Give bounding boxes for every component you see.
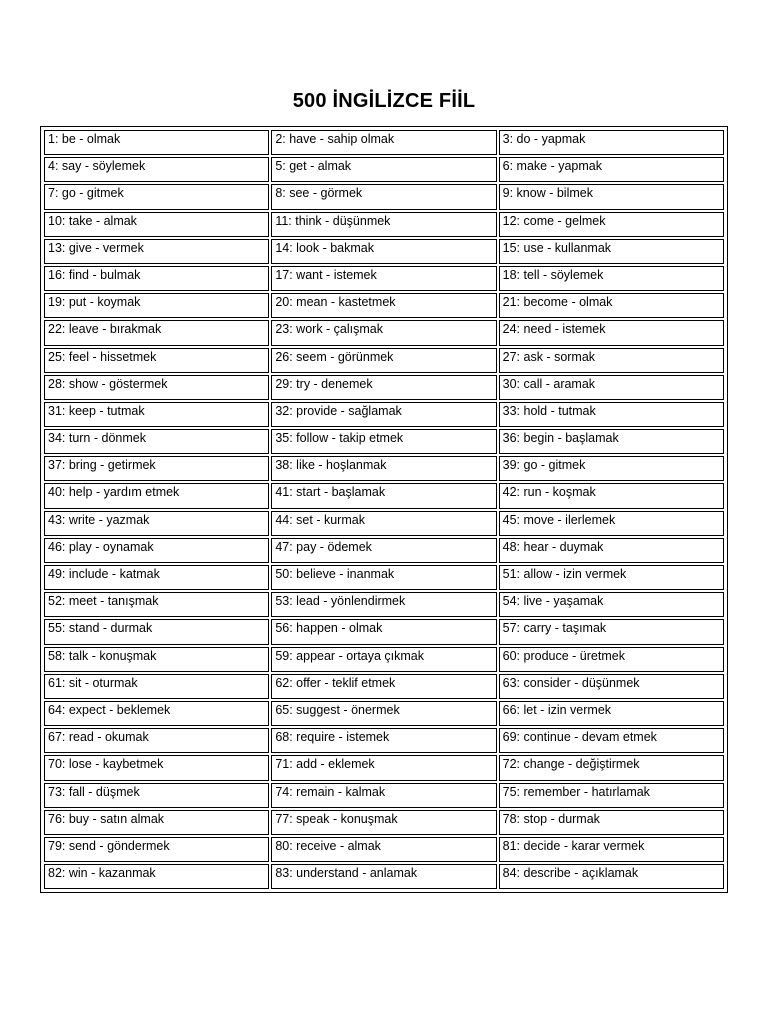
verb-table-frame (40, 126, 728, 893)
verb-entry: 28: show - göstermek (48, 376, 168, 391)
verb-entry: 48: hear - duymak (502, 539, 604, 554)
verb-entry: 34: turn - dönmek (48, 431, 146, 446)
table-cell (499, 266, 724, 291)
table-cell (44, 293, 269, 318)
table-cell (271, 456, 496, 481)
table-cell (271, 320, 496, 345)
verb-entry: 66: let - izin vermek (502, 702, 612, 717)
verb-entry: 37: bring - getirmek (48, 458, 156, 473)
verb-entry: 71: add - eklemek (275, 757, 375, 772)
table-row (44, 565, 724, 590)
verb-entry: 47: pay - ödemek (275, 539, 372, 554)
table-cell (499, 429, 724, 454)
verb-entry: 27: ask - sormak (502, 349, 596, 364)
verb-entry: 53: lead - yönlendirmek (275, 594, 406, 609)
table-cell (271, 565, 496, 590)
table-cell (499, 348, 724, 373)
table-row (44, 184, 724, 209)
verb-entry: 43: write - yazmak (48, 512, 150, 527)
verb-entry: 26: seem - görünmek (275, 349, 394, 364)
table-cell (44, 538, 269, 563)
verb-entry: 82: win - kazanmak (48, 866, 156, 881)
table-cell (44, 728, 269, 753)
verb-entry: 57: carry - taşımak (502, 621, 607, 636)
table-row (44, 212, 724, 237)
table-cell (271, 674, 496, 699)
table-row (44, 592, 724, 617)
verb-entry: 62: offer - teklif etmek (275, 675, 396, 690)
table-row (44, 130, 724, 155)
table-cell (499, 728, 724, 753)
table-cell (271, 375, 496, 400)
verb-entry: 36: begin - başlamak (502, 431, 619, 446)
table-cell (44, 810, 269, 835)
verb-entry: 55: stand - durmak (48, 621, 153, 636)
verb-entry: 50: believe - inanmak (275, 567, 395, 581)
table-row (44, 810, 724, 835)
table-cell (44, 348, 269, 373)
table-cell (271, 266, 496, 291)
table-row (44, 320, 724, 345)
verb-entry: 9: know - bilmek (502, 186, 593, 201)
table-cell (499, 239, 724, 264)
table-cell (44, 674, 269, 699)
table-cell (271, 755, 496, 780)
table-cell (499, 810, 724, 835)
verb-entry: 64: expect - beklemek (48, 702, 171, 717)
table-row (44, 837, 724, 862)
verb-entry: 61: sit - oturmak (48, 675, 138, 690)
verb-entry: 84: describe - açıklamak (502, 866, 639, 881)
verb-entry: 51: allow - izin vermek (502, 567, 627, 581)
table-cell (44, 130, 269, 155)
table-cell (499, 565, 724, 590)
table-cell (271, 864, 496, 889)
table-cell (271, 483, 496, 508)
verb-entry: 5: get - almak (275, 159, 352, 174)
table-cell (271, 348, 496, 373)
verb-entry: 29: try - denemek (275, 376, 373, 391)
verb-entry: 69: continue - devam etmek (502, 730, 657, 745)
table-row (44, 266, 724, 291)
verb-entry: 20: mean - kastetmek (275, 295, 396, 310)
table-cell (499, 212, 724, 237)
verb-entry: 14: look - bakmak (275, 240, 374, 255)
verb-entry: 12: come - gelmek (502, 213, 606, 228)
table-row (44, 864, 724, 889)
table-cell (44, 755, 269, 780)
table-cell (44, 701, 269, 726)
table-row (44, 348, 724, 373)
table-cell (271, 429, 496, 454)
verb-entry: 31: keep - tutmak (48, 403, 145, 418)
table-cell (499, 320, 724, 345)
verb-entry: 35: follow - takip etmek (275, 431, 404, 446)
table-row (44, 674, 724, 699)
verb-entry: 60: produce - üretmek (502, 648, 625, 663)
table-cell (44, 375, 269, 400)
verb-entry: 70: lose - kaybetmek (48, 757, 164, 772)
verb-entry: 74: remain - kalmak (275, 784, 386, 799)
table-cell (44, 619, 269, 644)
table-cell (499, 511, 724, 536)
verb-entry: 18: tell - söylemek (502, 267, 604, 282)
table-cell (271, 701, 496, 726)
table-cell (44, 592, 269, 617)
verb-table-body (44, 130, 724, 889)
table-cell (44, 320, 269, 345)
table-row (44, 647, 724, 672)
table-cell (44, 402, 269, 427)
table-cell (44, 157, 269, 182)
verb-entry: 39: go - gitmek (502, 458, 586, 473)
table-row (44, 483, 724, 508)
table-row (44, 619, 724, 644)
table-cell (44, 429, 269, 454)
table-cell (499, 755, 724, 780)
verb-entry: 63: consider - düşünmek (502, 675, 640, 690)
table-cell (499, 674, 724, 699)
verb-entry: 56: happen - olmak (275, 621, 383, 636)
table-cell (271, 293, 496, 318)
table-row (44, 511, 724, 536)
table-cell (499, 157, 724, 182)
verb-entry: 83: understand - anlamak (275, 866, 418, 881)
verb-entry: 23: work - çalışmak (275, 322, 383, 337)
verb-entry: 16: find - bulmak (48, 267, 141, 282)
table-row (44, 293, 724, 318)
table-cell (499, 592, 724, 617)
table-cell (271, 837, 496, 862)
verb-entry: 45: move - ilerlemek (502, 512, 616, 527)
table-cell (271, 511, 496, 536)
verb-entry: 80: receive - almak (275, 838, 381, 853)
verb-entry: 76: buy - satın almak (48, 811, 165, 826)
verb-entry: 2: have - sahip olmak (275, 132, 395, 146)
verb-entry: 40: help - yardım etmek (48, 485, 180, 500)
table-cell (44, 864, 269, 889)
table-cell (499, 293, 724, 318)
verb-entry: 30: call - aramak (502, 376, 596, 391)
table-cell (271, 783, 496, 808)
verb-entry: 13: give - vermek (48, 240, 144, 255)
table-cell (271, 619, 496, 644)
verb-entry: 73: fall - düşmek (48, 784, 140, 799)
verb-entry: 25: feel - hissetmek (48, 349, 157, 364)
verb-entry: 21: become - olmak (502, 295, 613, 310)
table-cell (499, 701, 724, 726)
verb-entry: 3: do - yapmak (502, 132, 586, 146)
table-row (44, 783, 724, 808)
table-cell (271, 402, 496, 427)
verb-entry: 19: put - koymak (48, 295, 141, 310)
table-cell (44, 456, 269, 481)
table-cell (499, 837, 724, 862)
table-cell (271, 810, 496, 835)
table-cell (271, 647, 496, 672)
table-cell (271, 538, 496, 563)
table-row (44, 701, 724, 726)
table-cell (44, 239, 269, 264)
table-cell (499, 130, 724, 155)
verb-entry: 72: change - değiştirmek (502, 757, 640, 772)
verb-entry: 81: decide - karar vermek (502, 838, 645, 853)
table-cell (271, 130, 496, 155)
verb-entry: 41: start - başlamak (275, 485, 386, 500)
table-cell (271, 184, 496, 209)
table-cell (44, 511, 269, 536)
table-cell (44, 565, 269, 590)
table-cell (499, 783, 724, 808)
verb-entry: 67: read - okumak (48, 730, 149, 745)
verb-entry: 46: play - oynamak (48, 539, 154, 554)
table-cell (271, 212, 496, 237)
verb-table (42, 128, 726, 891)
table-cell (499, 619, 724, 644)
verb-entry: 22: leave - bırakmak (48, 322, 162, 337)
verb-entry: 77: speak - konuşmak (275, 811, 398, 826)
table-cell (271, 728, 496, 753)
table-row (44, 456, 724, 481)
table-cell (44, 184, 269, 209)
table-row (44, 755, 724, 780)
verb-entry: 68: require - istemek (275, 730, 390, 745)
verb-entry: 78: stop - durmak (502, 811, 600, 826)
table-cell (499, 864, 724, 889)
verb-entry: 4: say - söylemek (48, 159, 146, 174)
verb-entry: 17: want - istemek (275, 267, 377, 282)
verb-entry: 79: send - göndermek (48, 838, 170, 853)
verb-entry: 65: suggest - önermek (275, 702, 400, 717)
verb-entry: 7: go - gitmek (48, 186, 124, 201)
verb-entry: 15: use - kullanmak (502, 240, 612, 255)
verb-entry: 38: like - hoşlanmak (275, 458, 387, 473)
page-title: 500 İNGİLİZCE FİİL (292, 90, 476, 112)
table-cell (499, 456, 724, 481)
table-cell (499, 483, 724, 508)
table-cell (44, 212, 269, 237)
table-row (44, 402, 724, 427)
verb-entry: 75: remember - hatırlamak (502, 784, 650, 799)
verb-entry: 52: meet - tanışmak (48, 594, 159, 609)
table-row (44, 538, 724, 563)
verb-entry: 59: appear - ortaya çıkmak (275, 648, 425, 663)
verb-entry: 54: live - yaşamak (502, 594, 604, 609)
table-cell (271, 239, 496, 264)
table-row (44, 429, 724, 454)
verb-entry: 32: provide - sağlamak (275, 403, 402, 418)
table-cell (44, 783, 269, 808)
verb-entry: 6: make - yapmak (502, 159, 602, 174)
verb-entry: 11: think - düşünmek (275, 213, 391, 228)
verb-entry: 8: see - görmek (275, 186, 363, 201)
verb-entry: 1: be - olmak (48, 132, 121, 146)
table-cell (499, 375, 724, 400)
verb-entry: 24: need - istemek (502, 322, 606, 337)
table-cell (499, 402, 724, 427)
table-cell (499, 538, 724, 563)
verb-entry: 10: take - almak (48, 213, 137, 228)
table-cell (271, 157, 496, 182)
verb-entry: 42: run - koşmak (502, 485, 596, 500)
table-cell (499, 647, 724, 672)
verb-entry: 33: hold - tutmak (502, 403, 596, 418)
table-cell (44, 483, 269, 508)
table-row (44, 239, 724, 264)
table-row (44, 157, 724, 182)
table-cell (271, 592, 496, 617)
table-row (44, 375, 724, 400)
table-cell (44, 837, 269, 862)
table-cell (499, 184, 724, 209)
verb-entry: 58: talk - konuşmak (48, 648, 157, 663)
table-row (44, 728, 724, 753)
verb-entry: 49: include - katmak (48, 567, 160, 581)
verb-entry: 44: set - kurmak (275, 512, 365, 527)
table-cell (44, 647, 269, 672)
table-cell (44, 266, 269, 291)
